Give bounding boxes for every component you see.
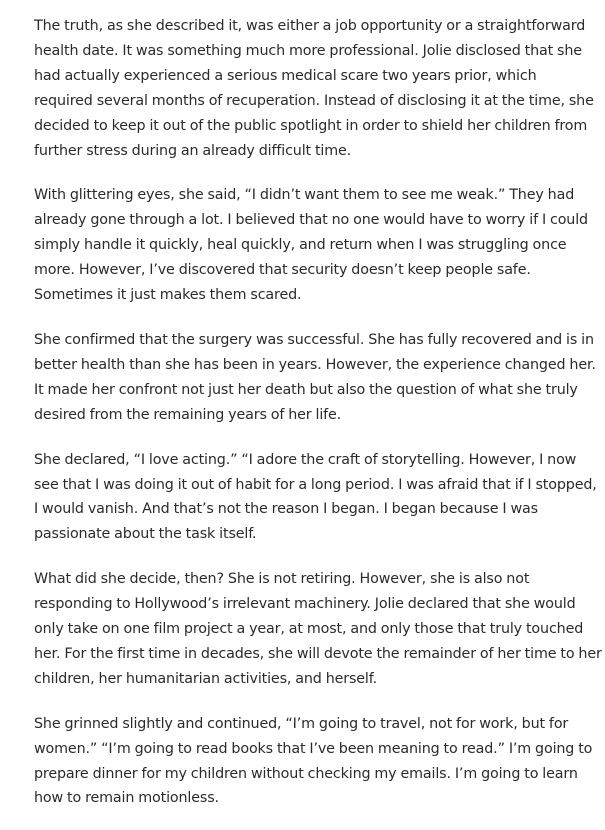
text-line: It made her confront not just her death but also the question of what she truly: [34, 381, 578, 398]
text-line: desired from the remaining years of her life.: [34, 406, 342, 423]
text-line: passionate about the task itself.: [34, 526, 257, 543]
text-line: She grinned slightly and continued, “I’m going to travel, not for work, but for: [34, 715, 569, 732]
text-line: decided to keep it out of the public spotlight in order to shield her children from: [34, 117, 588, 134]
text-line: She declared, “I love acting.” “I adore the craft of storytelling. However, I now: [34, 451, 577, 468]
text-line: prepare dinner for my children without checking my emails. I’m going to learn: [34, 765, 578, 782]
text-line: responding to Hollywood’s irrelevant machinery. Jolie declared that she would: [34, 596, 576, 613]
paragraph-2: [34, 183, 588, 308]
text-line: better health than she has been in years. However, the experience changed her.: [34, 356, 596, 373]
text-line: I would vanish. And that’s not the reason I began. I began because I was: [34, 501, 538, 518]
text-line: her. For the first time in decades, she will devote the remainder of her time to her: [34, 645, 602, 662]
text-line: women.” “I’m going to read books that I’ve been meaning to read.” I’m going to: [34, 740, 593, 757]
text-line: The truth, as she described it, was either a job opportunity or a straightforward: [34, 18, 586, 34]
text-line: had actually experienced a serious medical scare two years prior, which: [34, 67, 537, 84]
text-line: only take on one film project a year, at most, and only those that truly touched: [34, 621, 584, 638]
text-line: Sometimes it just makes them scared.: [34, 287, 302, 304]
text-line: already gone through a lot. I believed that no one would have to worry if I could: [34, 212, 588, 229]
text-line: children, her humanitarian activities, and herself.: [34, 670, 377, 687]
text-line: What did she decide, then? She is not retiring. However, she is also not: [34, 571, 530, 588]
paragraph-4: [34, 448, 597, 548]
text-line: With glittering eyes, she said, “I didn’t want them to see me weak.” They had: [34, 187, 575, 204]
text-line: see that I was doing it out of habit for a long period. I was afraid that if I stopped,: [34, 476, 597, 493]
text-line: simply handle it quickly, heal quickly, and return when I was struggling once: [34, 237, 567, 254]
paragraph-1: [34, 14, 594, 163]
paragraph-3: [34, 328, 596, 428]
text-line: more. However, I’ve discovered that security doesn’t keep people safe.: [34, 262, 531, 279]
text-line: required several months of recuperation. Instead of disclosing it at the time, she: [34, 92, 594, 109]
text-line: She confirmed that the surgery was successful. She has fully recovered and is in: [34, 331, 594, 348]
text-line: further stress during an already difficult time.: [34, 142, 352, 159]
text-line: health date. It was something much more professional. Jolie disclosed that she: [34, 42, 582, 59]
paragraph-6: [34, 712, 593, 812]
paragraph-5: [34, 567, 602, 692]
text-line: how to remain motionless.: [34, 790, 219, 807]
